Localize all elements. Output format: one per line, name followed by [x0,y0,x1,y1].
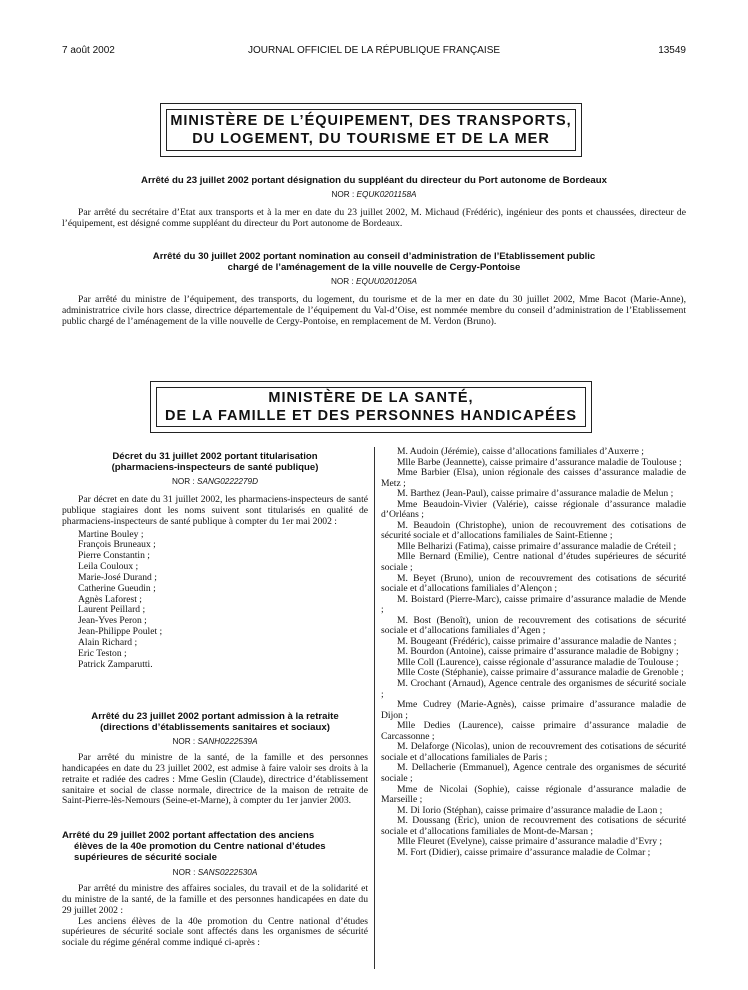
title-line: chargé de l’aménagement de la ville nouvelle de Cergy-Pontoise [227,262,521,273]
title-line: (pharmaciens-inspecteurs de santé publique) [111,462,319,473]
nor-code: SANG0222279D [197,477,259,486]
assignment-item: M. Barthez (Jean-Paul), caisse primaire d’assurance maladie de Melun ; [397,488,674,500]
arrete-body [62,753,368,807]
decret-body [62,495,368,671]
nor-reference [62,477,368,486]
nor-code: SANH0222539A [197,737,258,746]
assignment-item: Mlle Fleuret (Evelyne), caisse primaire d’assurance maladie d’Evry ; [397,836,663,848]
assignment-item: M. Doussang (Eric), union de recouvrement des cotisations de sécurité sociale et d’allocations familiales de Mont-de-Marsan ; [381,815,686,837]
assignment-item: Mlle Belharizi (Fatima), caisse primaire d’assurance maladie de Créteil ; [397,540,677,552]
name-item: Leila Couloux ; [78,561,139,573]
name-item: Jean-Yves Peron ; [78,615,147,627]
ministry-title-line: MINISTÈRE DE LA SANTÉ, [268,390,474,406]
assignment-item: M. Boistard (Pierre-Marc), caisse primaire d’assurance maladie de Mende ; [381,593,686,616]
assignment-item: Mme de Nicolai (Sophie), caisse régionale d’assurance maladie de Marseille ; [381,783,686,806]
title-line: Arrêté du 29 juillet 2002 portant affectation des anciens [62,830,315,841]
assignment-item: M. Bougeant (Frédéric), caisse primaire d’assurance maladie de Nantes ; [397,635,677,647]
nor-reference [62,277,686,286]
nor-label: NOR : [172,868,196,877]
name-item: Laurent Peillard ; [78,604,146,616]
decret-paragraph: Par décret en date du 31 juillet 2002, les pharmaciens-inspecteurs de santé publique stagiaires dont les noms suivent sont titularisés en qualité de pharmaciens-inspecteurs de santé publique à compter du 1er mai 2002 : [62,494,368,527]
assignment-item: Mlle Coll (Laurence), caisse régionale d’assurance maladie de Toulouse ; [397,656,679,668]
assignment-item: M. Delaforge (Nicolas), union de recouvrement des cotisations de sécurité sociale et d’allocations familiales de Paris ; [381,741,686,763]
ministry-title-line: MINISTÈRE DE L’ÉQUIPEMENT, DES TRANSPORTS, [170,113,572,129]
nor-code: EQUK0201158A [356,190,417,199]
column-divider [374,447,375,969]
assignment-item: Mlle Barbe (Jeannette), caisse primaire d’assurance maladie de Toulouse ; [397,456,682,468]
assignment-item: M. Beaudoin (Christophe), union de recouvrement des cotisations de sécurité sociale et d’allocations familiales de Saint-Etienne ; [381,519,686,542]
assignment-item: M. Bost (Benoît), union de recouvrement des cotisations de sécurité sociale et d’allocations familiales d’Agen ; [381,614,686,637]
name-item: Eric Teston ; [78,647,127,659]
header-journal-title: JOURNAL OFFICIEL DE LA RÉPUBLIQUE FRANÇAISE [247,45,501,56]
nor-label: NOR : [171,477,195,486]
assignment-item: M. Beyet (Bruno), union de recouvrement des cotisations de sécurité sociale et d’allocations familiales d’Alençon ; [381,572,686,595]
title-line: Arrêté du 23 juillet 2002 portant admission à la retraite [91,711,339,722]
page-header [62,45,686,59]
arrete-body [62,295,686,328]
arrete-body [62,208,686,230]
arrete-body [62,884,368,949]
ministry-title-line: DE LA FAMILLE ET DES PERSONNES HANDICAPÉES [164,408,578,424]
assignment-item: M. Di Iorio (Stéphan), caisse primaire d’assurance maladie de Laon ; [397,804,663,816]
nor-code: EQUU0201205A [356,277,418,286]
nor-reference [62,868,368,877]
name-item: Catherine Gueudin ; [78,582,156,594]
name-item: Pierre Constantin ; [78,550,150,562]
names-list [62,530,368,671]
name-item: Patrick Zamparutti. [78,658,153,670]
nor-reference [62,737,368,746]
assignment-item: Mme Barbier (Elsa), union régionale des caisses d’assurance maladie de Metz ; [381,467,686,489]
arrete-paragraph: Par arrêté du ministre des affaires sociales, du travail et de la solidarité et du ministre de la santé, de la famille et des personnes handicapées en date du 29 juillet 2002 : [62,883,368,916]
header-page-number: 13549 [658,45,686,56]
assignment-item: Mme Beaudoin-Vivier (Valérie), caisse régionale d’assurance maladie d’Orléans ; [381,498,686,521]
nor-label: NOR : [330,277,354,286]
name-item: Martine Bouley ; [78,528,144,540]
decret-title [62,451,368,473]
assignment-item: M. Fort (Didier), caisse primaire d’assurance maladie de Colmar ; [397,846,651,858]
name-item: Marie-José Durand ; [78,571,157,583]
arrete-paragraph: Les anciens élèves de la 40e promotion du Centre national d’études supérieures de sécurité sociale sont affectés dans les organismes de sécurité sociale du régime général comme indiqué ci-après : [62,915,368,949]
title-line: Décret du 31 juillet 2002 portant titularisation [112,451,318,462]
assignment-item: Mlle Dedies (Laurence), caisse primaire d’assurance maladie de Carcassonne ; [381,720,686,742]
arrete-title [62,251,686,273]
name-item: François Bruneaux ; [78,539,156,551]
nor-label: NOR : [331,190,355,199]
assignment-item: Mme Cudrey (Marie-Agnès), caisse primaire d’assurance maladie de Dijon ; [381,699,686,721]
assignment-item: M. Crochant (Arnaud), Agence centrale des organismes de sécurité sociale ; [381,678,686,700]
assignment-item: Mlle Coste (Stéphanie), caisse primaire d’assurance maladie de Grenoble ; [397,667,684,679]
nor-label: NOR : [172,737,196,746]
arrete-paragraph: Par arrêté du secrétaire d’Etat aux transports et à la mer en date du 23 juillet 2002, M. Michaud (Frédéric), ingénieur des ponts et chaussées, directeur de l’équipement, est désigné comme suppléant du directeur du Port autonome de Bordeaux. [62,207,686,229]
title-line: élèves de la 40e promotion du Centre national d’études [74,841,326,852]
name-item: Alain Richard ; [78,636,138,648]
arrete-title: Arrêté du 23 juillet 2002 portant désignation du suppléant du directeur du Port autonome de Bordeaux [141,175,607,186]
nor-reference [62,190,686,199]
title-line: Arrêté du 30 juillet 2002 portant nomination au conseil d’administration de l’Etablissement public [152,251,596,262]
header-date: 7 août 2002 [62,45,115,56]
assignment-item: Mlle Bernard (Emilie), Centre national d’études supérieures de sécurité sociale ; [381,551,686,574]
title-line: supérieures de sécurité sociale [74,852,217,863]
name-item: Jean-Philippe Poulet ; [78,626,163,638]
arrete-paragraph: Par arrêté du ministre de l’équipement, des transports, du logement, du tourisme et de la mer en date du 30 juillet 2002, Mme Bacot (Marie-Anne), administratrice civile hors classe, directrice départementale de l’équipement du Val-d’Oise, est nommée membre du conseil d’administration de l’Etablissement public chargé de l’aménagement de la ville nouvelle de Cergy-Pontoise, en remplacement de M. Verdon (Bruno). [62,294,686,327]
title-line: (directions d’établissements sanitaires et sociaux) [100,722,330,733]
arrete-paragraph: Par arrêté du ministre de la santé, de la famille et des personnes handicapées en date du 23 juillet 2002, est admise à faire valoir ses droits à la retraite et radiée des cadres : Mme Geslin (Claude), directrice d’établissement sanitaire et social de classe normale, directrice de la maison de retraite de Saint-Pierre-lès-Nemours (Seine-et-Marne), à compter du 1er janvier 2003. [62,752,368,807]
arrete-title [62,830,368,863]
arrete-title [62,711,368,733]
assignments-list [381,447,686,858]
assignment-item: M. Audoin (Jérémie), caisse d’allocations familiales d’Auxerre ; [397,446,644,457]
ministry-title-line: DU LOGEMENT, DU TOURISME ET DE LA MER [192,131,550,147]
ministry-sante-box [150,381,592,433]
assignment-item: M. Dellacherie (Emmanuel), Agence centrale des organismes de sécurité sociale ; [381,762,686,784]
assignment-item: M. Bourdon (Antoine), caisse primaire d’assurance maladie de Bobigny ; [397,646,679,658]
ministry-equipement-box [160,103,582,157]
name-item: Agnès Laforest ; [78,593,142,605]
nor-code: SANS0222530A [197,868,258,877]
